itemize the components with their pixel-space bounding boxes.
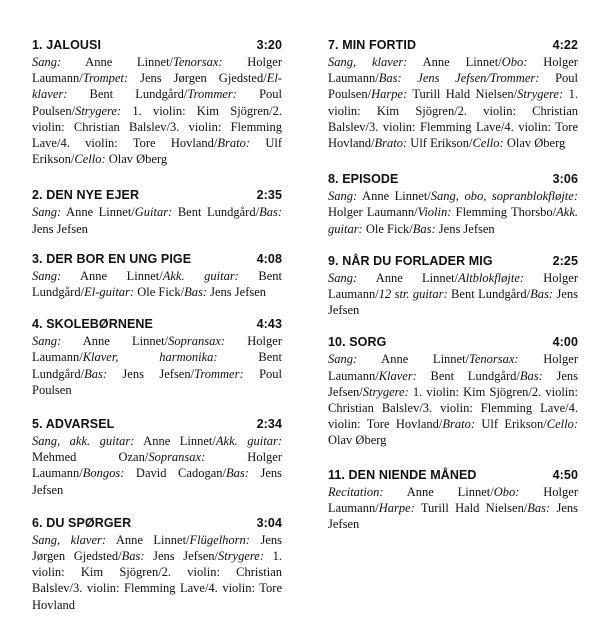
track-entry xyxy=(328,37,578,151)
credit-name: Jens Jefsen xyxy=(32,466,282,497)
track-duration: 2:35 xyxy=(256,188,282,203)
credit-role: Recitation: xyxy=(328,484,384,499)
credit-name: Jens Jørgen Gjedsted/ xyxy=(128,71,267,86)
credit-role: Sang: xyxy=(32,334,62,349)
credit-role: Cello: xyxy=(74,152,106,167)
track-duration: 2:25 xyxy=(552,253,578,268)
credit-name: Holger Laumann/ xyxy=(32,55,282,86)
credit-name: Anne Linnet/ xyxy=(383,484,494,499)
credit-name: Anne Linnet/ xyxy=(61,205,135,220)
credit-name: Bent Lundgård/ xyxy=(32,350,282,381)
credit-name: Anne Linnet/ xyxy=(407,55,502,69)
credit-name: Turill Hald Nielsen/ xyxy=(407,87,518,102)
track-header xyxy=(32,416,282,433)
credit-role: Obo: xyxy=(493,484,520,499)
track-entry xyxy=(32,251,282,300)
credit-name: Holger Laumann/ xyxy=(328,270,578,302)
credit-role: Bas: xyxy=(225,466,249,481)
credit-role: Bas: xyxy=(412,221,436,236)
track-title: 3. DER BOR EN UNG PIGE xyxy=(32,251,192,266)
credit-name: Anne Linnet/ xyxy=(106,532,190,547)
credit-role: Cello: xyxy=(472,136,504,151)
track-entry xyxy=(32,416,282,498)
track-credits xyxy=(32,268,282,300)
credit-role: Strygere: xyxy=(75,103,122,118)
track-title: 7. MIN FORTID xyxy=(328,38,417,52)
credit-role: Strygere: xyxy=(517,87,564,102)
credit-role: Tenorsax: xyxy=(469,352,519,367)
track-entry xyxy=(32,515,282,613)
track-duration: 3:06 xyxy=(552,172,578,187)
credit-name: Poul Poulsen xyxy=(32,366,282,397)
track-credits xyxy=(328,484,578,533)
track-header xyxy=(32,316,282,333)
credit-name: Jens Jefsen xyxy=(207,285,267,300)
credit-name: Anne Linnet/ xyxy=(61,334,169,349)
credit-role: Cello: xyxy=(546,417,578,432)
credit-name: Turill Hald Nielsen/ xyxy=(414,500,528,515)
credit-role: Bas: xyxy=(259,205,282,220)
credit-name: Jens Jefsen xyxy=(32,221,88,236)
credit-name: Holger Laumann/ xyxy=(328,55,578,86)
track-header xyxy=(32,251,282,268)
credit-name: Bent Lundgård/ xyxy=(416,368,520,383)
credit-name: Bent Lundgård/ xyxy=(172,205,260,220)
credit-role: Sang: xyxy=(328,189,358,204)
credit-role: El-klaver: xyxy=(32,71,282,102)
credit-role: Bas: xyxy=(530,287,554,302)
credit-role: Akk. guitar: xyxy=(215,434,282,449)
track-header xyxy=(328,171,578,188)
credit-role: 12 str. guitar: xyxy=(378,287,448,302)
credit-role: Guitar: xyxy=(134,205,173,220)
credit-name: Holger Laumann/ xyxy=(32,450,282,481)
credit-name: Bent Lundgård/ xyxy=(67,87,188,102)
credit-name: Ulf Erikson/ xyxy=(407,136,473,151)
credit-name: Jens Jørgen Gjedsted/ xyxy=(32,532,282,564)
credit-name: Olav Øberg xyxy=(503,136,566,151)
track-duration: 3:20 xyxy=(256,38,282,52)
credit-role: Trommer: xyxy=(194,366,244,381)
credit-role: Sopransax: xyxy=(168,334,226,349)
credit-role: Altblokfløjte: xyxy=(458,270,525,285)
credit-name: 1. violin: Kim Sjögren/2. violin: Christian Balslev/3. violin: Flemming Lave/4. violin: Tore Hovland/ xyxy=(32,103,282,151)
credit-name: Anne Linnet/ xyxy=(61,55,174,69)
credit-name: Jens Jefsen xyxy=(435,221,495,236)
track-entry xyxy=(32,316,282,398)
credit-role: Strygere: xyxy=(362,384,409,399)
track-credits xyxy=(328,54,578,151)
track-entry xyxy=(328,253,578,319)
credit-name: David Cadogan/ xyxy=(124,466,226,481)
track-credits xyxy=(32,433,282,498)
credit-name: Anne Linnet/ xyxy=(357,352,470,367)
track-title: 11. DEN NIENDE MÅNED xyxy=(328,467,477,482)
credit-name: Olav Øberg xyxy=(328,433,387,448)
credit-name: Ulf Erikson/ xyxy=(475,417,547,432)
credit-name: Anne Linnet/ xyxy=(357,270,459,285)
tracklist-right-column xyxy=(328,37,578,550)
credit-name: Bent Lundgård/ xyxy=(32,268,282,300)
track-duration: 4:08 xyxy=(256,251,282,266)
credit-role: Brato: xyxy=(217,136,251,151)
track-entry xyxy=(328,334,578,448)
credit-role: Trompet: xyxy=(82,71,129,86)
track-credits xyxy=(328,188,578,237)
track-title: 4. SKOLEBØRNENE xyxy=(32,317,153,332)
track-header xyxy=(328,37,578,54)
credit-name: Flemming Thorsbo/ xyxy=(451,205,557,220)
track-header xyxy=(32,37,282,54)
credit-name: Ole Fick/ xyxy=(362,221,413,236)
track-header xyxy=(32,187,282,204)
credit-role: Sopransax: xyxy=(148,450,206,465)
track-duration: 3:04 xyxy=(256,515,282,530)
track-duration: 2:34 xyxy=(256,417,282,432)
track-title: 6. DU SPØRGER xyxy=(32,515,132,530)
credit-name: 1. violin: Kim Sjögren/2. violin: Christian Balslev/3. violin: Flemming Lave/4. violin: Tore Hovland/ xyxy=(328,87,579,151)
credit-name: Mehmed Ozan/ xyxy=(32,450,149,465)
track-entry xyxy=(32,37,282,167)
credit-role: Bas: xyxy=(527,500,551,515)
credit-name: Holger Laumann/ xyxy=(32,334,282,365)
track-duration: 4:50 xyxy=(552,467,578,482)
credit-name: Anne Linnet/ xyxy=(61,268,163,283)
credit-name: Anne Linnet/ xyxy=(357,189,431,204)
credit-role: Bas: xyxy=(121,549,145,564)
credit-role: Klaver: xyxy=(378,368,417,383)
credit-role: Sang: xyxy=(32,205,62,220)
credit-name: Holger Laumann/ xyxy=(328,484,578,515)
track-title: 9. NÅR DU FORLADER MIG xyxy=(328,253,493,268)
credit-role: Sang, obo, sopranblokfløjte: xyxy=(430,189,578,204)
credit-name: Jens Jefsen/ xyxy=(107,366,195,381)
credit-role: Akk. guitar: xyxy=(162,268,239,283)
track-duration: 4:22 xyxy=(552,38,578,52)
track-header xyxy=(328,467,578,484)
track-title: 8. EPISODE xyxy=(328,172,399,187)
credit-name: Jens Jefsen xyxy=(328,287,578,318)
credit-role: El-guitar: xyxy=(84,285,135,300)
credit-role: Sang, klaver: xyxy=(328,55,408,69)
track-title: 5. ADVARSEL xyxy=(32,417,115,432)
credit-role: Klaver, harmonika: xyxy=(82,350,218,365)
credit-role: Sang: xyxy=(328,270,358,285)
track-credits xyxy=(32,333,282,398)
track-entry xyxy=(328,467,578,533)
credit-name: Jens Jefsen/ xyxy=(144,549,218,564)
credit-role: Brato: xyxy=(442,417,476,432)
credit-name: Ulf Erikson/ xyxy=(32,136,282,167)
track-title: 2. DEN NYE EJER xyxy=(32,188,140,203)
credit-name: 1. violin: Kim Sjögren/2. violin: Christian Balslev/3. violin: Flemming Lave/4. violin: Tore Hovland xyxy=(32,549,282,612)
credit-role: Tenorsax: xyxy=(173,55,223,69)
credit-role: Sang: xyxy=(32,268,62,283)
track-title: 1. JALOUSI xyxy=(32,38,102,52)
track-credits xyxy=(328,351,578,448)
credit-name: Jens Jefsen xyxy=(328,500,578,532)
credit-role: Akk. guitar: xyxy=(328,205,578,236)
credit-role: Bas: xyxy=(184,285,207,300)
track-credits xyxy=(32,204,282,236)
credit-name: Anne Linnet/ xyxy=(134,434,216,449)
credit-role: Strygere: xyxy=(217,549,265,564)
credit-name: Olav Øberg xyxy=(105,152,168,167)
track-credits xyxy=(32,532,282,613)
credit-role: Bas: xyxy=(84,366,107,381)
credit-role: Harpe: xyxy=(378,500,415,515)
credit-role: Sang: xyxy=(32,55,62,69)
track-credits xyxy=(328,270,578,319)
track-duration: 4:00 xyxy=(552,335,578,350)
credit-name: 1. violin: Kim Sjögren/2. violin: Christian Balslev/3. violin: Flemming Lave/4. violin: Tore Hovland/ xyxy=(328,384,578,432)
track-title: 10. SORG xyxy=(328,335,387,350)
track-credits xyxy=(32,54,282,167)
credit-role: Bongos: xyxy=(82,466,125,481)
credit-name: Poul Poulsen/ xyxy=(328,71,578,102)
credit-role: Obo: xyxy=(501,55,528,69)
credit-name: Holger Laumann/ xyxy=(328,205,418,220)
credit-role: Bas: Jens Jefsen/Trommer: xyxy=(378,71,540,86)
credit-role: Sang, akk. guitar: xyxy=(32,434,135,449)
credit-role: Sang: xyxy=(328,352,358,367)
credit-role: Flügelhorn: xyxy=(189,532,250,547)
credit-name: Poul Poulsen/ xyxy=(32,87,282,118)
credit-name: Holger Laumann/ xyxy=(328,352,578,383)
credit-role: Sang, klaver: xyxy=(32,532,107,547)
credit-role: Trommer: xyxy=(187,87,237,102)
tracklist-left-column xyxy=(32,37,282,631)
credit-name: Jens Jefsen/ xyxy=(328,368,579,399)
track-duration: 4:43 xyxy=(256,317,282,332)
track-entry xyxy=(32,187,282,236)
credit-role: Harpe: xyxy=(371,87,408,102)
credit-role: Violin: xyxy=(417,205,452,220)
track-header xyxy=(328,253,578,270)
credit-role: Brato: xyxy=(374,136,408,151)
track-entry xyxy=(328,171,578,237)
credit-name: Bent Lundgård/ xyxy=(447,287,531,302)
credit-role: Bas: xyxy=(519,368,543,383)
credit-name: Ole Fick/ xyxy=(134,285,185,300)
track-header xyxy=(328,334,578,351)
track-header xyxy=(32,515,282,532)
